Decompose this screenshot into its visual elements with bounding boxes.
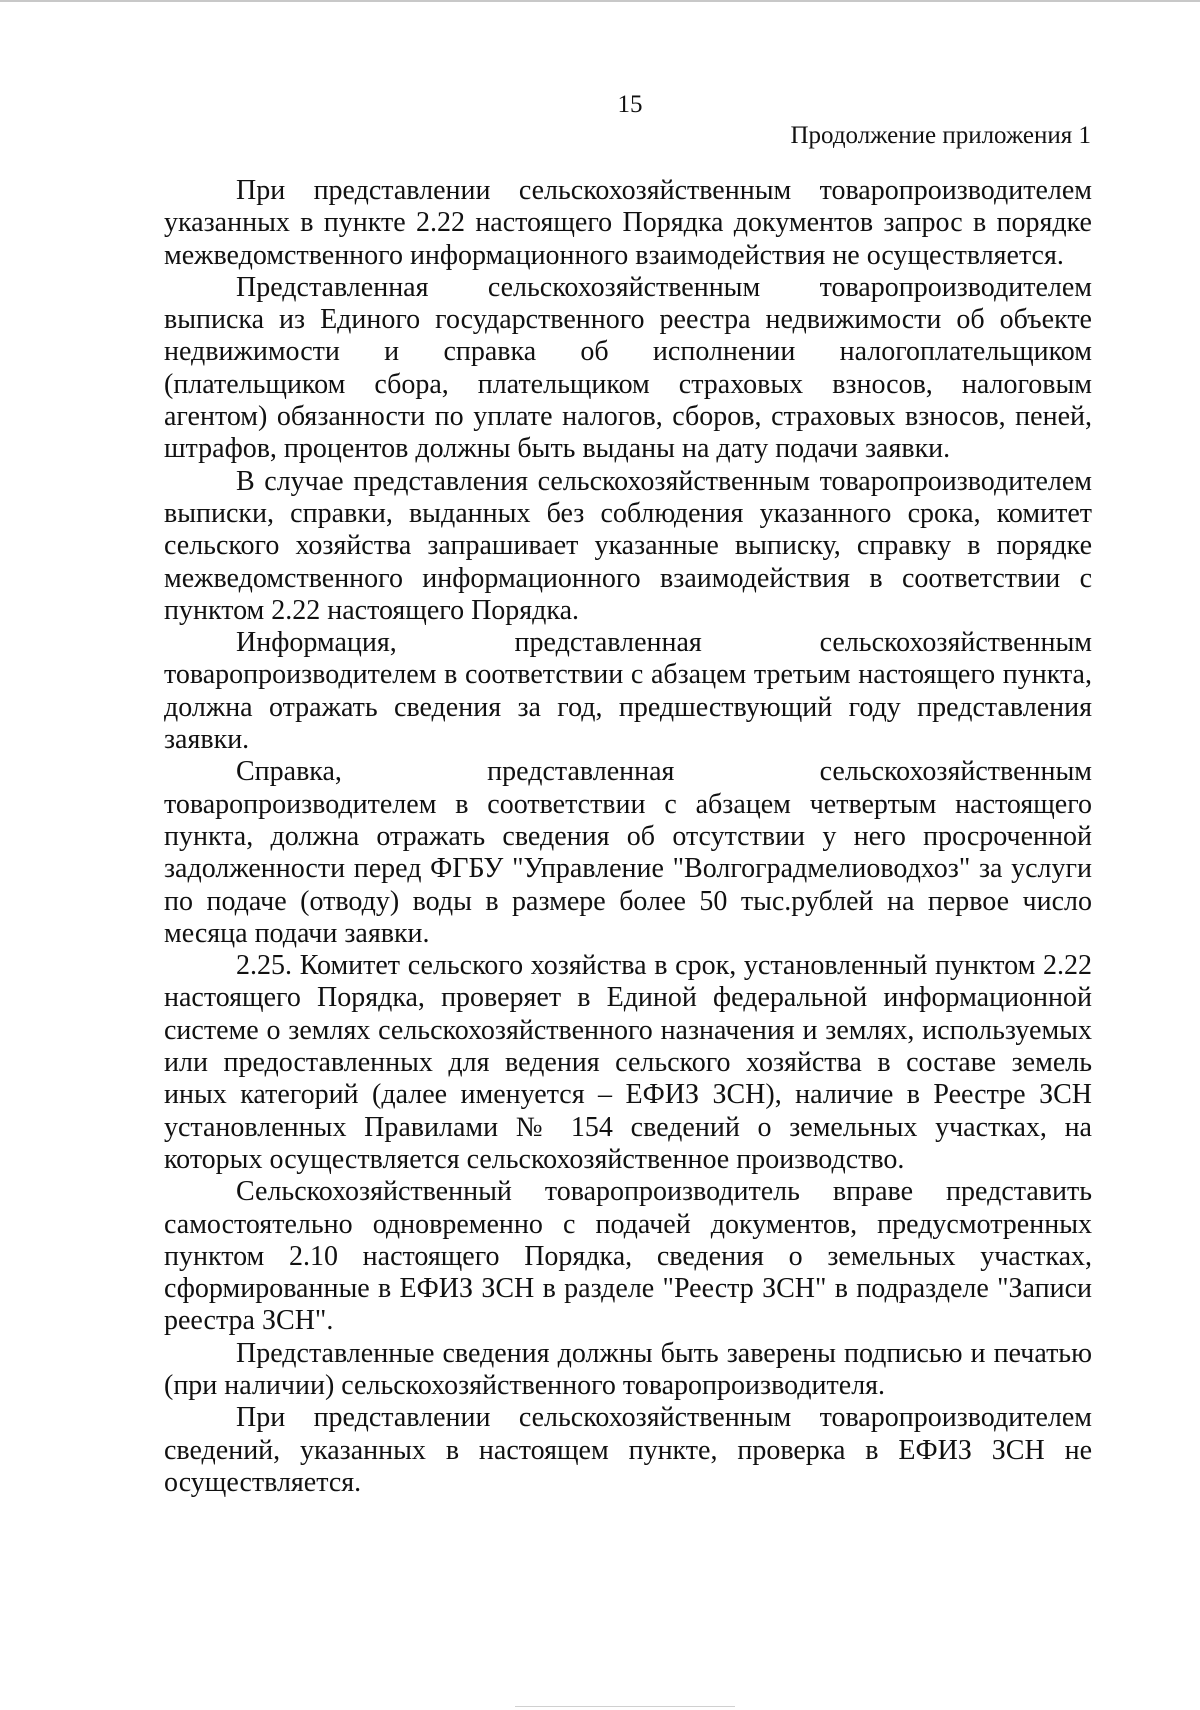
paragraph: При представлении сельскохозяйственным товаропроизводителем указанных в пункте 2.22 настоящего Порядка документов запрос в порядке межведомственного информационного взаимодействия не осуществляется. — [164, 175, 1092, 271]
paragraph: 2.25. Комитет сельского хозяйства в срок, установленный пунктом 2.22 настоящего Порядка, проверяет в Единой федеральной информационной системе о землях сельскохозяйственного назначения и землях, используемых или предоставленных для ведения сельского хозяйства в составе земель иных категорий (далее именуется – ЕФИЗ ЗСН), наличие в Реестре ЗСН установленных Правилами № 154 сведений о земельных участках, на которых осуществляется сельскохозяйственное производство. — [164, 950, 1092, 1175]
paragraph: В случае представления сельскохозяйственным товаропроизводителем выписки, справки, выданных без соблюдения указанного срока, комитет сельского хозяйства запрашивает указанные выписку, справку в порядке межведомственного информационного взаимодействия в соответствии с пунктом 2.22 настоящего Порядка. — [164, 465, 1092, 626]
page-number: 15 — [617, 91, 643, 118]
paragraph: Информация, представленная сельскохозяйственным товаропроизводителем в соответствии с абзацем третьим настоящего пункта, должна отражать сведения за год, предшествующий году представления заявки. — [164, 627, 1092, 756]
paragraph: При представлении сельскохозяйственным товаропроизводителем сведений, указанных в настоящем пункте, проверка в ЕФИЗ ЗСН не осуществляется. — [164, 1402, 1092, 1498]
paragraph: Представленные сведения должны быть заверены подписью и печатью (при наличии) сельскохозяйственного товаропроизводителя. — [164, 1337, 1092, 1401]
paragraph: Представленная сельскохозяйственным товаропроизводителем выписка из Единого государственного реестра недвижимости об объекте недвижимости и справка об исполнении налогоплательщиком (плательщиком сбора, плательщиком страховых взносов, налоговым агентом) обязанности по уплате налогов, сборов, страховых взносов, пеней, штрафов, процентов должны быть выданы на дату подачи заявки. — [164, 271, 1092, 465]
document-body — [164, 175, 1092, 1499]
paragraph: Сельскохозяйственный товаропроизводитель вправе представить самостоятельно одновременно с подачей документов, предусмотренных пунктом 2.10 настоящего Порядка, сведения о земельных участках, сформированные в ЕФИЗ ЗСН в разделе "Реестр ЗСН" в подразделе "Записи реестра ЗСН". — [164, 1176, 1092, 1337]
scan-bottom-edge — [515, 1706, 735, 1707]
running-head: Продолжение приложения 1 — [790, 122, 1091, 149]
scan-top-edge — [0, 0, 1200, 2]
paragraph: Справка, представленная сельскохозяйственным товаропроизводителем в соответствии с абзацем четвертым настоящего пункта, должна отражать сведения об отсутствии у него просроченной задолженности перед ФГБУ "Управление "Волгоградмелиоводхоз" за услуги по подаче (отводу) воды в размере более 50 тыс.рублей на первое число месяца подачи заявки. — [164, 756, 1092, 949]
